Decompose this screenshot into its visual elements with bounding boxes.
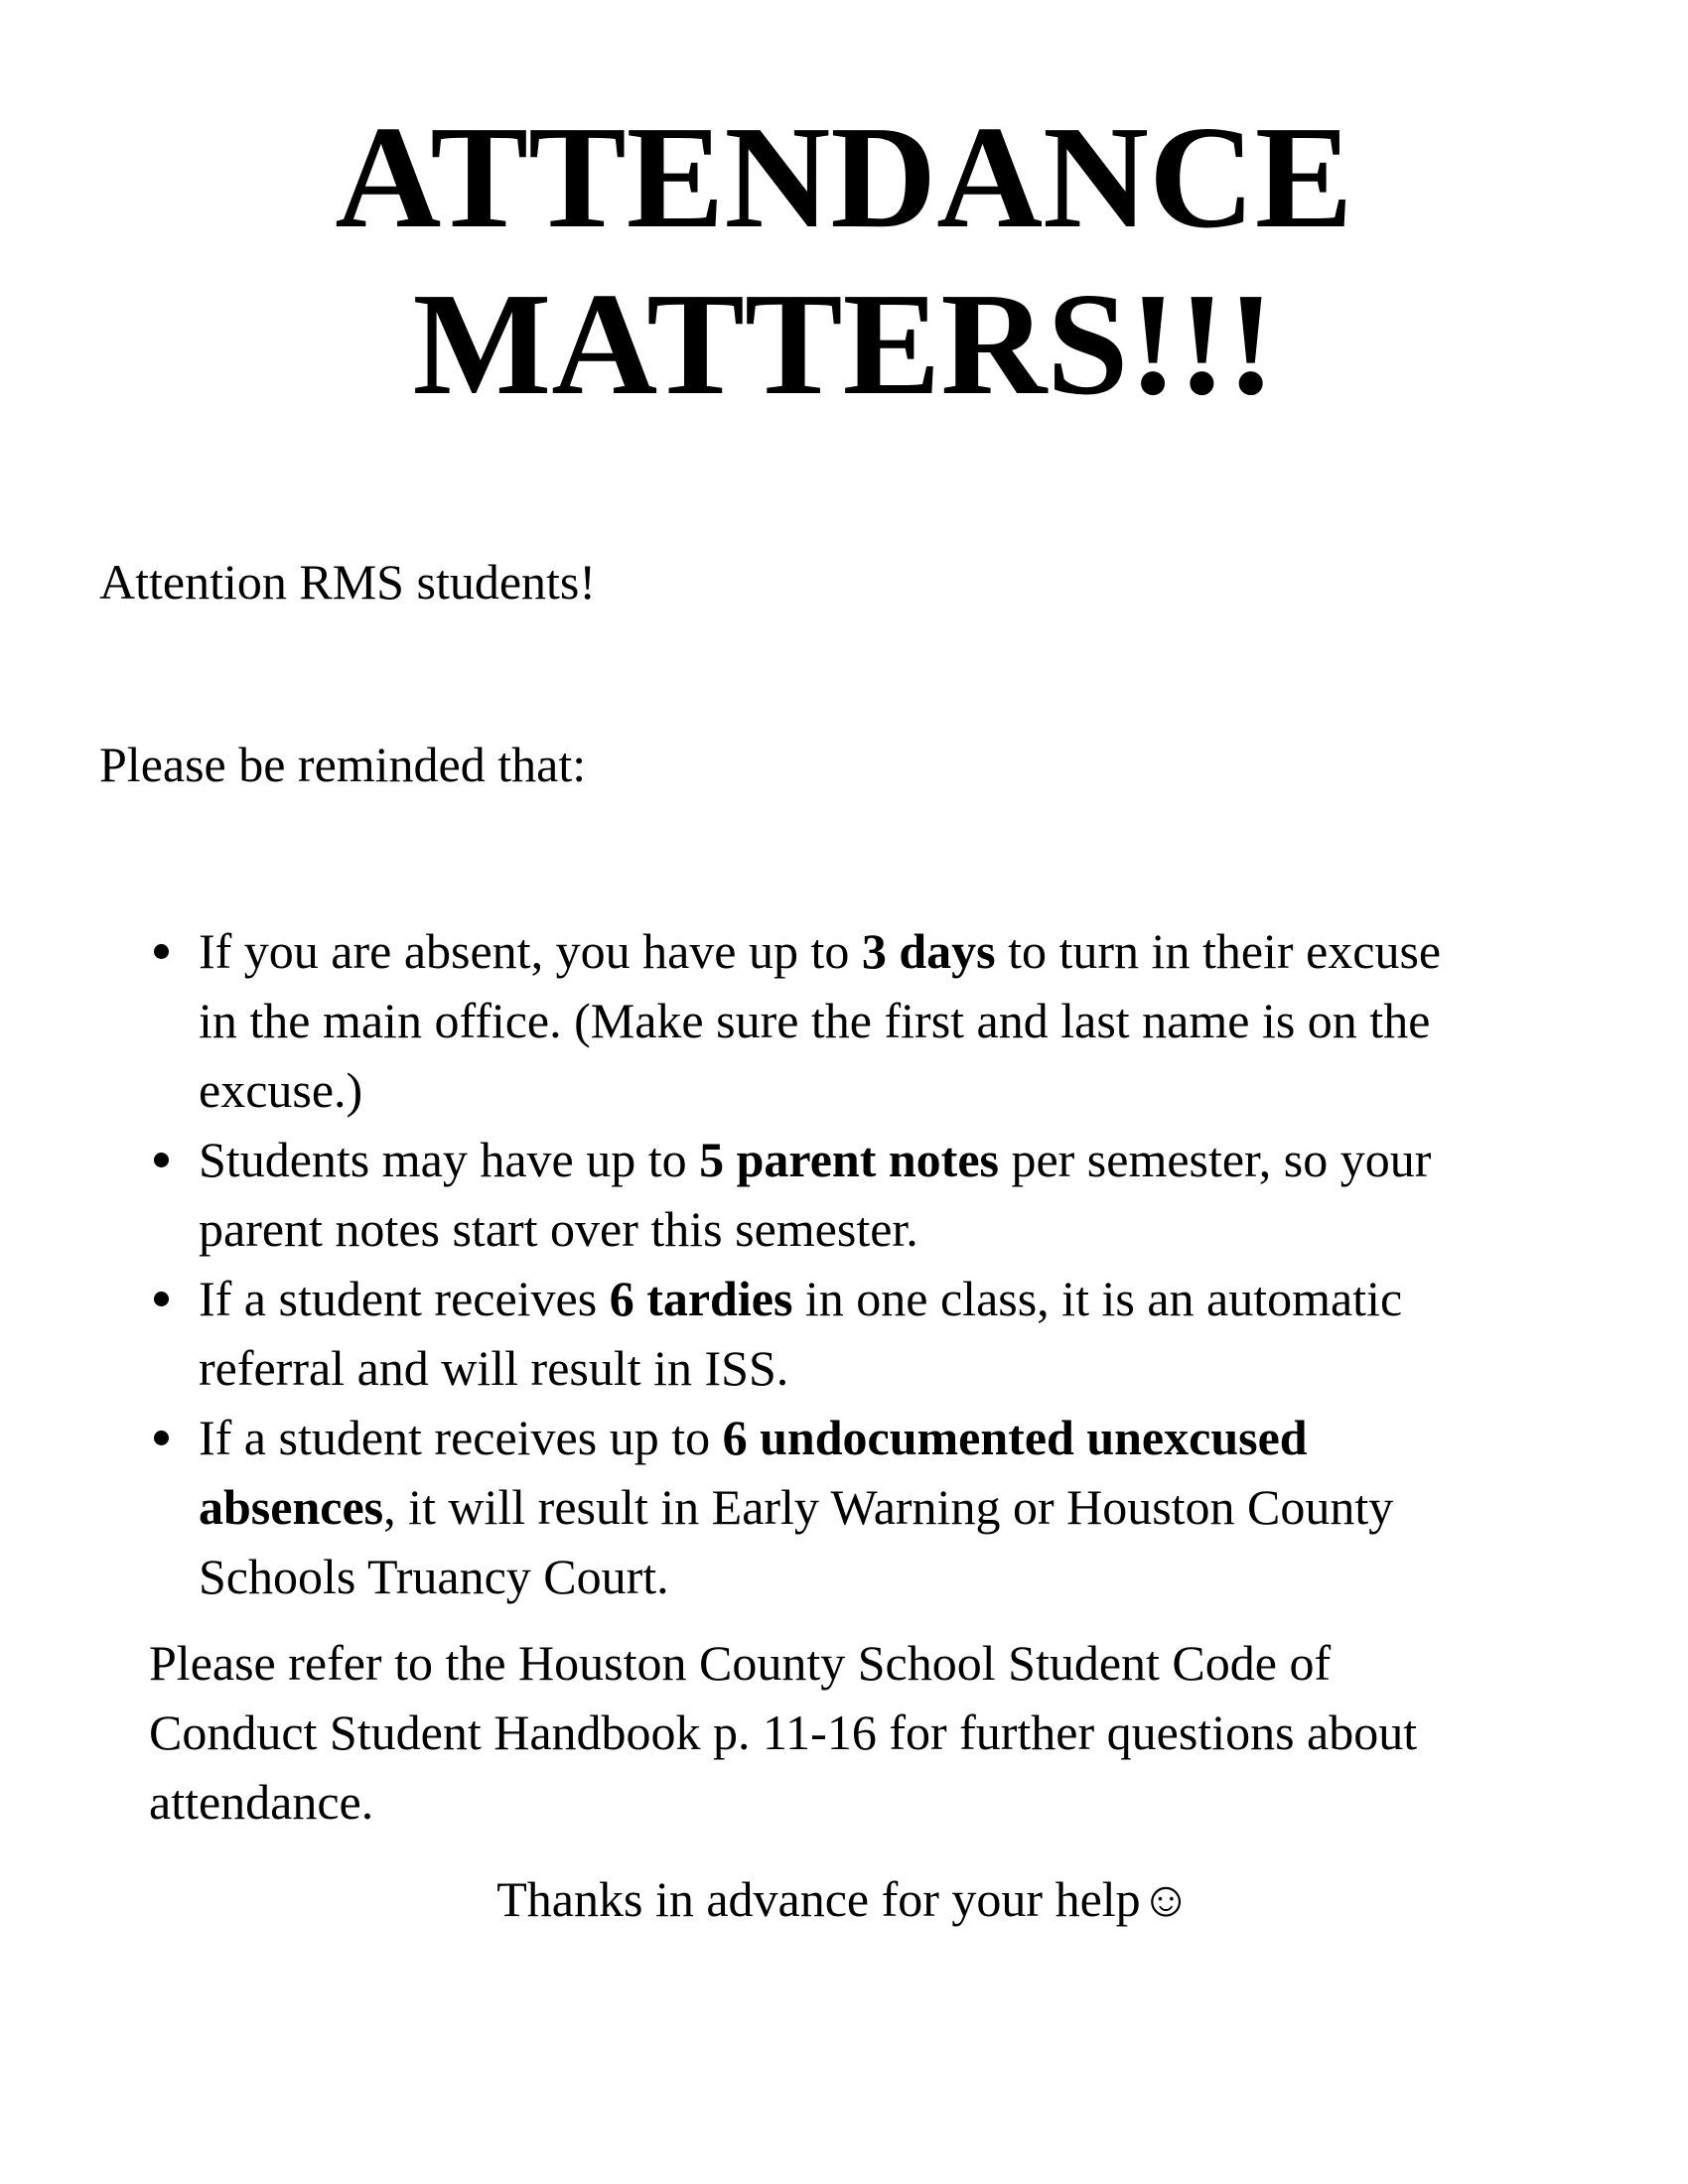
bullet-dot-icon: [154, 1431, 169, 1445]
list-item: [149, 1264, 1599, 1403]
attendance-rules-list: [149, 916, 1599, 1611]
bullet-line: [199, 1542, 1599, 1611]
bullet-text-segment: Schools Truancy Court.: [199, 1549, 669, 1604]
bullet-line: [199, 1125, 1599, 1194]
emphasized-text: 3 days: [861, 923, 996, 979]
bullet-text-segment: in one class, it is an automatic: [792, 1271, 1403, 1326]
bullet-line: [199, 986, 1599, 1055]
emphasized-text: absences: [199, 1479, 384, 1535]
title-line-1: ATTENDANCE: [335, 96, 1353, 259]
closing-line-2: Conduct Student Handbook p. 11-16 for further questions about: [149, 1705, 1418, 1760]
thanks-message: Thanks in advance for your help☺: [496, 1871, 1192, 1927]
bullet-text-segment: parent notes start over this semester.: [199, 1201, 918, 1257]
bullet-text-segment: per semester, so your: [998, 1132, 1432, 1187]
bullet-line: [199, 1403, 1599, 1472]
closing-paragraph: [149, 1628, 1417, 1837]
bullet-text-segment: referral and will result in ISS.: [199, 1340, 789, 1396]
bullet-line: [199, 916, 1599, 986]
bullet-text-segment: If you are absent, you have up to: [199, 923, 862, 979]
bullet-line: [199, 1472, 1599, 1542]
emphasized-text: 5 parent notes: [699, 1132, 999, 1187]
bullet-text-segment: If a student receives up to: [199, 1410, 723, 1465]
closing-line-3: attendance.: [149, 1774, 374, 1830]
emphasized-text: 6 tardies: [609, 1271, 793, 1326]
bullet-text-segment: in the main office. (Make sure the first and last name is on the: [199, 993, 1431, 1048]
closing-line-1: Please refer to the Houston County School Student Code of: [149, 1635, 1332, 1691]
list-item: [149, 1125, 1599, 1264]
reminder-text: Please be reminded that:: [99, 737, 587, 792]
bullet-line: [199, 1333, 1599, 1403]
bullet-text-segment: , it will result in Early Warning or Houston County: [383, 1479, 1394, 1535]
bullet-dot-icon: [154, 944, 169, 959]
list-item: [149, 1403, 1599, 1611]
bullet-text-segment: to turn in their excuse: [995, 923, 1442, 979]
bullet-line: [199, 1194, 1599, 1264]
page-title: [0, 94, 1688, 428]
bullet-dot-icon: [154, 1153, 169, 1167]
bullet-text-segment: Students may have up to: [199, 1132, 700, 1187]
greeting-text: Attention RMS students!: [99, 554, 597, 610]
bullet-dot-icon: [154, 1292, 169, 1306]
bullet-text-segment: If a student receives: [199, 1271, 610, 1326]
title-line-2: MATTERS!!!: [412, 263, 1276, 426]
emphasized-text: 6 undocumented unexcused: [722, 1410, 1308, 1465]
bullet-line: [199, 1055, 1599, 1125]
bullet-text-segment: excuse.): [199, 1062, 363, 1118]
list-item: [149, 916, 1599, 1125]
bullet-line: [199, 1264, 1599, 1333]
